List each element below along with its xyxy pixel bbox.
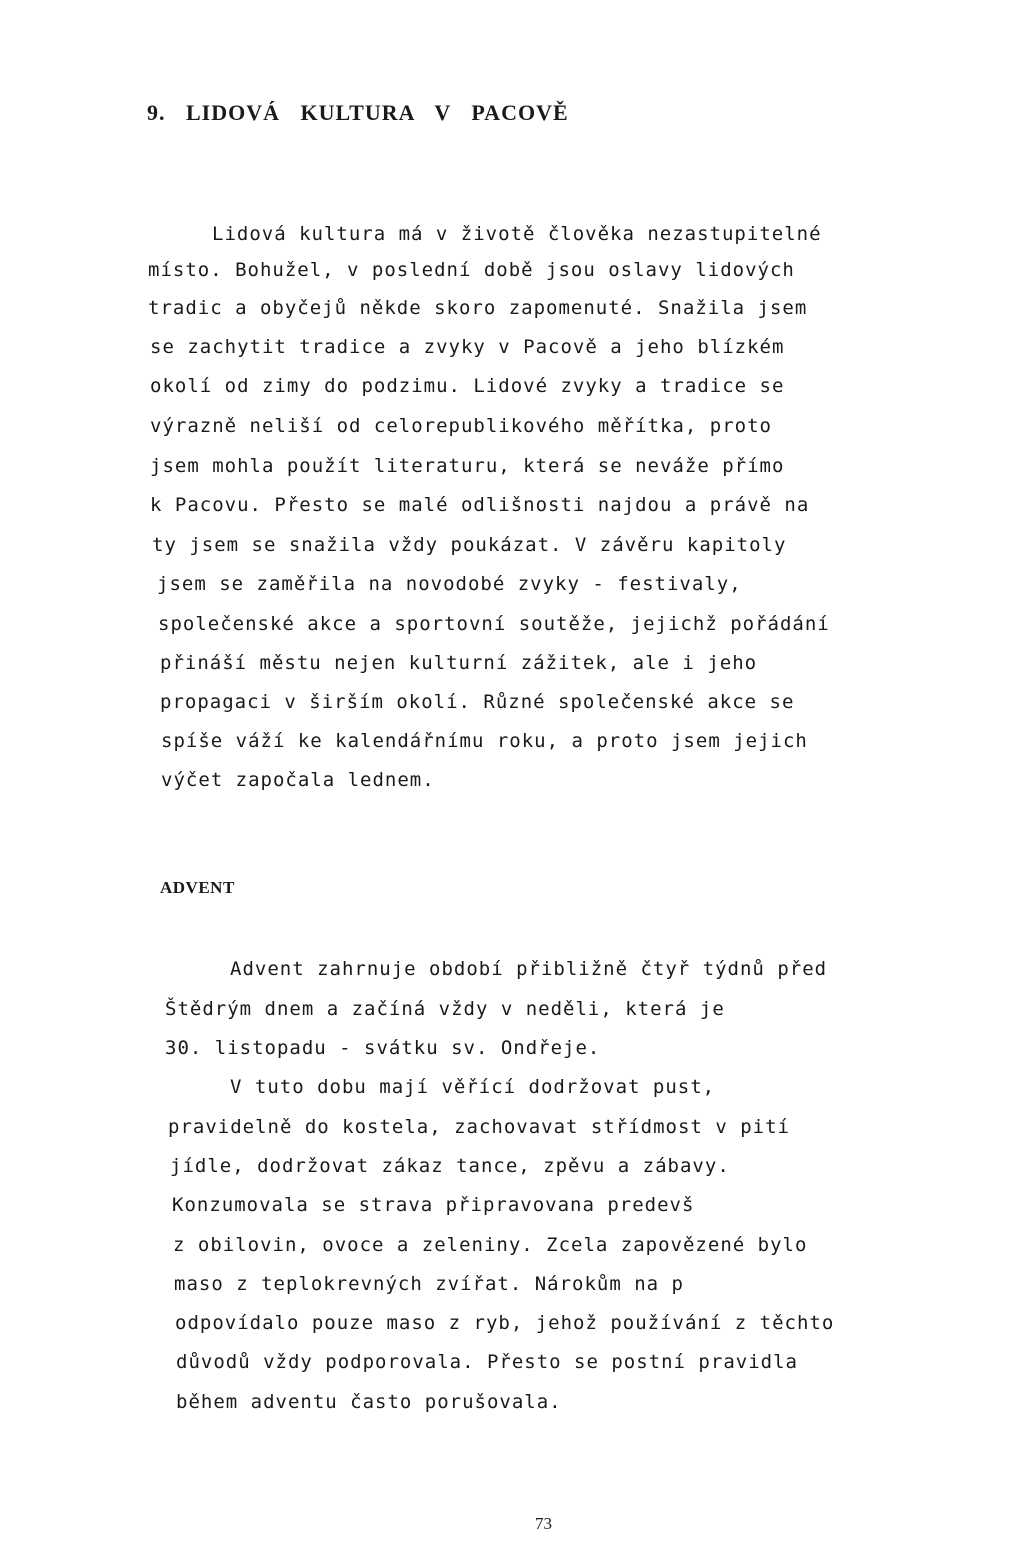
intro-line: tradic a obyčejů někde skoro zapomenuté. Snažila jsem [148, 297, 808, 319]
advent-line: důvodů vždy podporovala. Přesto se postní pravidla [176, 1351, 798, 1373]
advent-line: odpovídalo pouze maso z ryb, jehož používání z těchto [175, 1312, 835, 1334]
page-number: 73 [535, 1514, 552, 1533]
section-heading-advent: ADVENT [160, 878, 235, 897]
intro-line: spíše váží ke kalendářnímu roku, a proto jsem jejich [161, 730, 808, 752]
advent-line: Konzumovala se strava připravovana predevš [172, 1194, 695, 1216]
intro-line: jsem se zaměřila na novodobé zvyky - festivaly, [157, 573, 742, 595]
advent-line: pravidelně do kostela, zachovavat střídmost v pití [168, 1116, 790, 1138]
intro-line: výčet započala lednem. [161, 769, 435, 791]
intro-line: Lidová kultura má v životě člověka nezastupitelné [212, 223, 822, 245]
intro-line: propagaci v širším okolí. Různé společenské akce se [160, 691, 795, 713]
advent-line: maso z teplokrevných zvířat. Nárokům na p [174, 1273, 684, 1295]
advent-line: 30. listopadu - svátku sv. Ondřeje. [165, 1037, 601, 1059]
intro-line: místo. Bohužel, v poslední době jsou oslavy lidových [148, 259, 795, 281]
chapter-title: 9. LIDOVÁ KULTURA V PACOVĚ [147, 100, 569, 125]
intro-line: okolí od zimy do podzimu. Lidové zvyky a tradice se [150, 375, 785, 397]
advent-line: jídle, dodržovat zákaz tance, zpěvu a zábavy. [170, 1155, 730, 1177]
intro-line: se zachytit tradice a zvyky v Pacově a jeho blízkém [150, 336, 785, 358]
advent-line: Štědrým dnem a začíná vždy v neděli, která je [165, 998, 725, 1020]
intro-line: k Pacovu. Přesto se malé odlišnosti najdou a právě na [150, 494, 810, 516]
intro-line: ty jsem se snažila vždy poukázat. V závěru kapitoly [152, 534, 787, 556]
intro-line: výrazně neliší od celorepublikového měřítka, proto [150, 415, 772, 437]
advent-line: V tuto dobu mají věřící dodržovat pust, [230, 1076, 716, 1098]
advent-line: z obilovin, ovoce a zeleniny. Zcela zapovězené bylo [173, 1234, 808, 1256]
intro-line: jsem mohla použít literaturu, která se neváže přímo [150, 455, 785, 477]
advent-line: Advent zahrnuje období přibližně čtyř týdnů před [230, 958, 828, 980]
intro-line: přináší městu nejen kulturní zážitek, ale i jeho [160, 652, 758, 674]
advent-line: během adventu často porušovala. [176, 1391, 562, 1413]
intro-line: společenské akce a sportovní soutěže, jejichž pořádání [158, 613, 830, 635]
